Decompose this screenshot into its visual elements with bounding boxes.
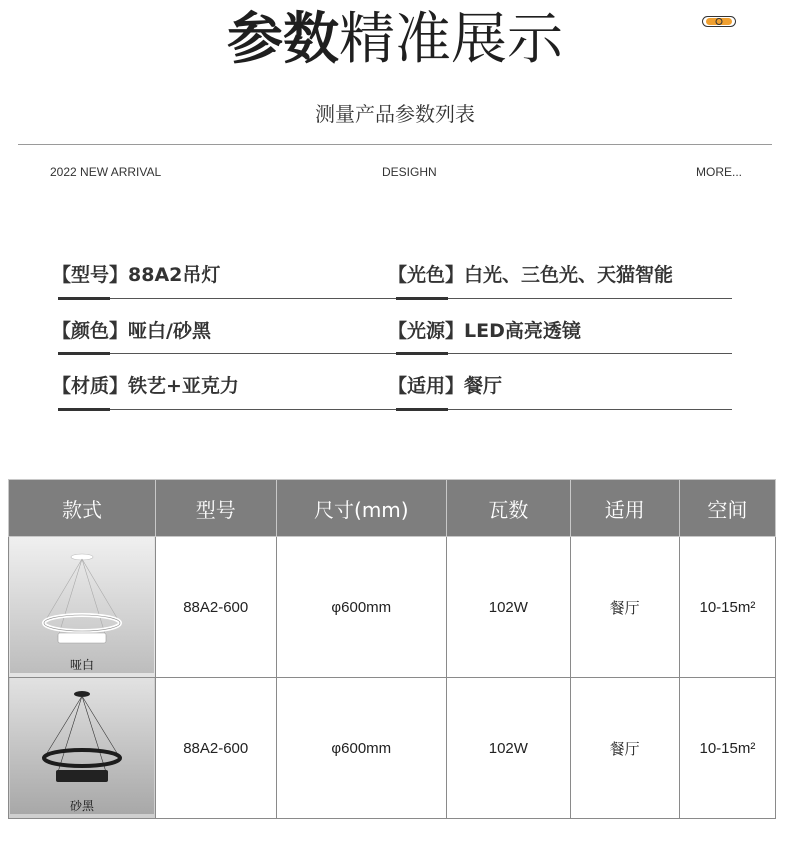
column-header-space: 空间 xyxy=(679,480,775,537)
spec-underline-mark xyxy=(396,352,448,355)
spec-underline xyxy=(58,409,732,410)
spec-value: 88A2吊灯 xyxy=(128,264,221,286)
spec-model xyxy=(52,260,220,287)
column-header-use: 适用 xyxy=(570,480,679,537)
product-image-black xyxy=(9,678,156,819)
pendant-lamp-white-icon xyxy=(10,537,154,673)
cell-size: φ600mm xyxy=(276,678,447,819)
column-header-size: 尺寸(mm) xyxy=(276,480,447,537)
spec-label: 【光源】 xyxy=(388,320,465,342)
page-subtitle: 测量产品参数列表 xyxy=(315,102,475,126)
cell-watt: 102W xyxy=(447,537,570,678)
strip-center-text: DESIGHN xyxy=(382,165,437,179)
column-header-model: 型号 xyxy=(155,480,276,537)
cell-model: 88A2-600 xyxy=(155,537,276,678)
table-row xyxy=(9,537,776,678)
spec-label: 【型号】 xyxy=(52,264,129,286)
spec-label: 【光色】 xyxy=(388,264,465,286)
table-header-row xyxy=(9,480,776,537)
table-row xyxy=(9,678,776,819)
column-header-style: 款式 xyxy=(9,480,156,537)
spec-value: 哑白/砂黑 xyxy=(128,320,211,342)
spec-color xyxy=(52,316,211,343)
strip-left-text: 2022 NEW ARRIVAL xyxy=(50,165,162,179)
spec-material xyxy=(52,371,239,398)
product-table xyxy=(8,479,776,819)
cell-use: 餐厅 xyxy=(570,537,679,678)
spec-label: 【适用】 xyxy=(388,375,465,397)
decorative-pill-icon xyxy=(702,16,736,27)
spec-application xyxy=(388,371,502,398)
spec-underline-mark xyxy=(396,408,448,411)
strip-more-link[interactable]: MORE... xyxy=(696,165,743,179)
page-title xyxy=(0,4,790,76)
spec-underline xyxy=(58,298,732,299)
spec-underline-mark xyxy=(58,297,110,300)
style-label: 哑白 xyxy=(69,658,94,672)
spec-value: 白光、三色光、天猫智能 xyxy=(464,264,674,286)
divider xyxy=(18,144,772,145)
cell-watt: 102W xyxy=(447,678,570,819)
spec-light-source xyxy=(388,316,581,343)
spec-value: 铁艺+亚克力 xyxy=(128,375,239,397)
product-image-white xyxy=(9,537,156,678)
title-bold: 参数 xyxy=(227,7,339,72)
spec-underline-mark xyxy=(58,352,110,355)
cell-space: 10-15m² xyxy=(679,537,775,678)
spec-underline xyxy=(58,353,732,354)
spec-value: 餐厅 xyxy=(464,375,503,397)
spec-underline-mark xyxy=(396,297,448,300)
title-light: 精准展示 xyxy=(339,7,563,72)
style-label: 砂黑 xyxy=(69,799,94,813)
cell-size: φ600mm xyxy=(276,537,447,678)
spec-light-color xyxy=(388,260,673,287)
spec-label: 【颜色】 xyxy=(52,320,129,342)
spec-label: 【材质】 xyxy=(52,375,129,397)
spec-underline-mark xyxy=(58,408,110,411)
cell-use: 餐厅 xyxy=(570,678,679,819)
cell-space: 10-15m² xyxy=(679,678,775,819)
pendant-lamp-black-icon xyxy=(10,678,154,814)
spec-value: LED高亮透镜 xyxy=(464,320,581,342)
column-header-watt: 瓦数 xyxy=(447,480,570,537)
cell-model: 88A2-600 xyxy=(155,678,276,819)
